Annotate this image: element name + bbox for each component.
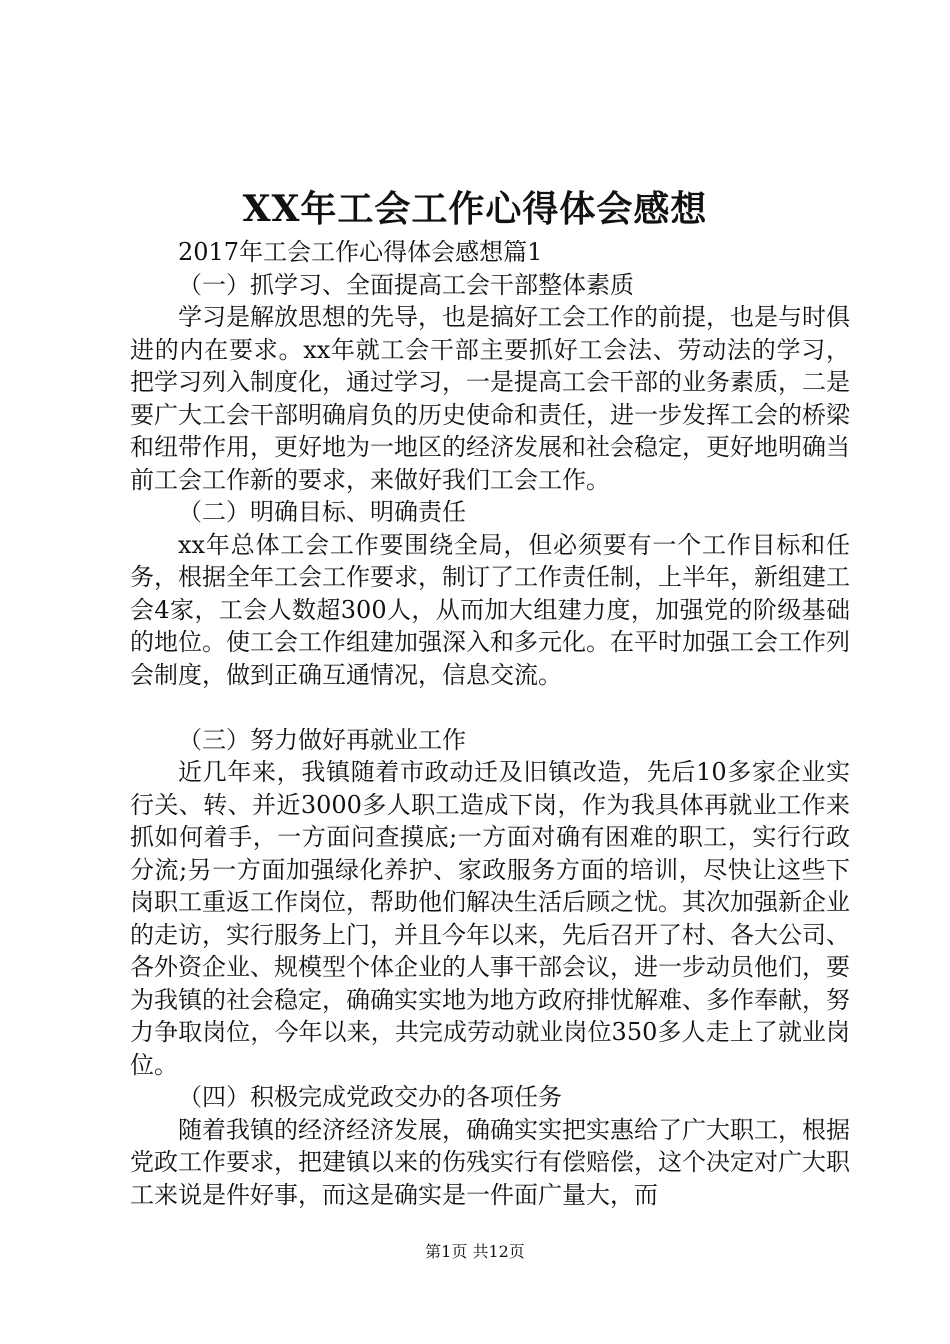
section-paragraph-2: xx年总体工会工作要围绕全局，但必须要有一个工作目标和任务，根据全年工会工作要求，制订了工作责任制，上半年，新组建工会4家，工会人数超300人，从而加大组建力度，加强党的阶级基础的地位。使工会工作组建加强深入和多元化。在平时加强工会工作列会制度，做到正确互通情况，信息交流。 [130, 530, 850, 689]
section-paragraph-1: 学习是解放思想的先导，也是搞好工会工作的前提，也是与时俱进的内在要求。xx年就工会干部主要抓好工会法、劳动法的学习，把学习列入制度化，通过学习，一是提高工会干部的业务素质，二是要广大工会干部明确肩负的历史使命和责任，进一步发挥工会的桥梁和纽带作用，更好地为一地区的经济发展和社会稳定，更好地明确当前工会工作新的要求，来做好我们工会工作。 [130, 303, 850, 494]
page-number-footer: 第1页 共12页 [425, 1242, 525, 1261]
paragraph-spacer [130, 691, 850, 724]
document-body [130, 236, 850, 1211]
section-paragraph-3: 近几年来，我镇随着市政动迁及旧镇改造，先后10多家企业实行关、转、并近3000多人职工造成下岗，作为我具体再就业工作来抓如何着手，一方面问查摸底;一方面对确有困难的职工，实行行政分流;另一方面加强绿化养护、家政服务方面的培训，尽快让这些下岗职工重返工作岗位，帮助他们解决生活后顾之忧。其次加强新企业的走访，实行服务上门，并且今年以来，先后召开了村、各大公司、各外资企业、规模型个体企业的人事干部会议，进一步动员他们，要为我镇的社会稳定，确确实实地为地方政府排忧解难、多作奉献，努力争取岗位，今年以来，共完成劳动就业岗位350多人走上了就业岗位。 [130, 758, 850, 1079]
section-heading-3: （三）努力做好再就业工作 [178, 725, 466, 754]
section-heading-2: （二）明确目标、明确责任 [178, 498, 466, 526]
section-paragraph-4: 随着我镇的经济经济发展，确确实实把实惠给了广大职工，根据党政工作要求，把建镇以来的伤残实行有偿赔偿，这个决定对广大职工来说是件好事，而这是确实是一件面广量大，而 [130, 1115, 850, 1209]
document-title: XX年工会工作心得体会感想 [242, 188, 708, 230]
article-subtitle: 2017年工会工作心得体会感想篇1 [178, 238, 543, 266]
section-heading-1: （一）抓学习、全面提高工会干部整体素质 [178, 270, 634, 299]
section-heading-4: （四）积极完成党政交办的各项任务 [178, 1083, 562, 1111]
